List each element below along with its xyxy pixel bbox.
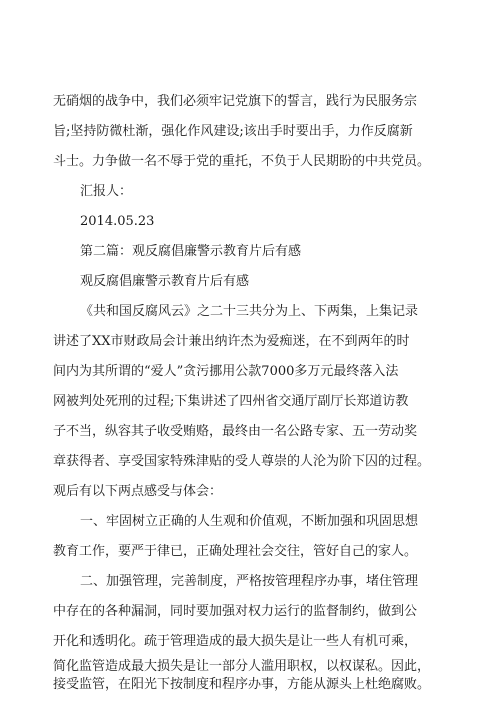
text-line: 《共和国反腐风云》之二十三共分为上、下两集，上集记录 [80,304,419,319]
text-line: 中存在的各种漏洞，同时要加强对权力运行的监督制约，做到公 [53,604,418,619]
text-line: 二、加强管理，完善制度，严格按管理程序办事，堵住管理 [80,574,419,589]
text-line: 教育工作，要严于律已，正确处理社会交往，管好自己的家人。 [53,544,418,559]
text-line: 观后有以下两点感受与体会： [53,484,223,499]
text-line: 观反腐倡廉警示教育片后有感 [80,274,250,289]
text-line: 讲述了XX市财政局会计兼出纳许杰为爱痴迷，在不到两年的时 [53,334,410,349]
text-line: 开化和透明化。疏于管理造成的最大损失是让一些人有机可乘， [53,634,418,649]
text-line: 汇报人： [80,184,133,199]
text-line: 斗士。力争做一名不辱于党的重托，不负于人民期盼的中共党员。 [53,154,431,169]
text-line: 一、牢固树立正确的人生观和价值观，不断加强和巩固思想 [80,514,419,529]
text-line: 间内为其所谓的“爱人”贪污挪用公款7000多万元最终落入法 [53,364,399,379]
text-line: 无硝烟的战争中，我们必须牢记党旗下的誓言，践行为民服务宗 [53,94,418,109]
text-line: 2014.05.23 [80,214,155,229]
text-line: 子不当，纵容其子收受贿赂，最终由一名公路专家、五一劳动奖 [53,424,418,439]
text-line: 章获得者、享受国家特殊津贴的受人尊崇的人沦为阶下囚的过程。 [53,454,431,469]
text-line: 网被判处死刑的过程;下集讲述了四州省交通厅副厅长郑道访教 [53,394,409,409]
text-line: 简化监管造成最大损失是让一部分人滥用职权，以权谋私。因此， [53,659,431,674]
text-line: 旨;坚持防微杜渐，强化作风建设;该出手时要出手，力作反腐新 [53,124,413,139]
text-line: 第二篇：观反腐倡廉警示教育片后有感 [80,244,302,259]
text-line: 接受监管，在阳光下按制度和程序办事，方能从源头上杜绝腐败。 [53,677,431,692]
